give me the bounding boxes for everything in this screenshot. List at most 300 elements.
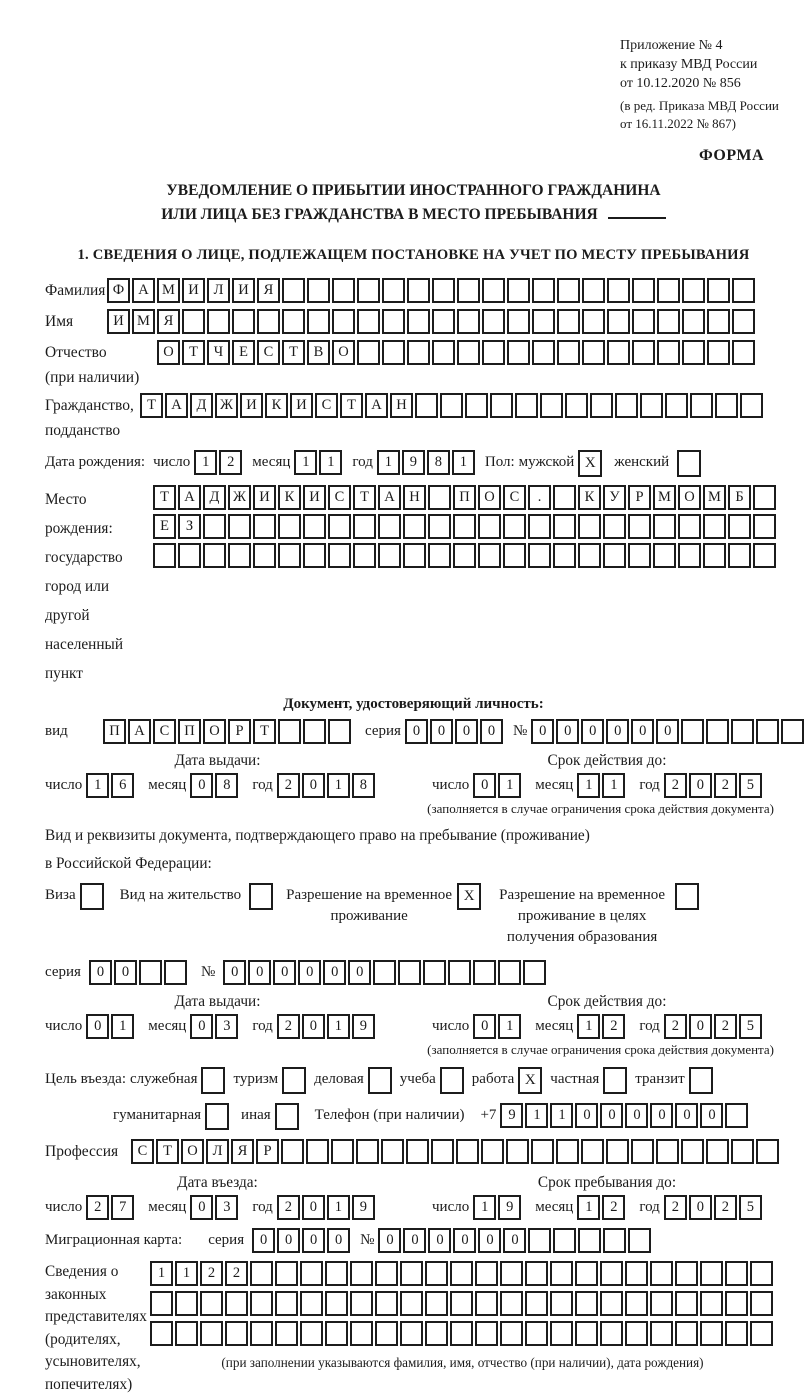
- char-box[interactable]: [353, 543, 376, 568]
- char-box[interactable]: [607, 278, 630, 303]
- char-box[interactable]: 0: [600, 1103, 623, 1128]
- char-box[interactable]: [603, 514, 626, 539]
- char-box[interactable]: [582, 309, 605, 334]
- char-box[interactable]: [703, 514, 726, 539]
- char-box[interactable]: [278, 719, 301, 744]
- char-box[interactable]: [678, 514, 701, 539]
- char-box[interactable]: 2: [714, 1195, 737, 1220]
- char-box[interactable]: А: [165, 393, 188, 418]
- char-box[interactable]: 0: [453, 1228, 476, 1253]
- char-box[interactable]: [253, 514, 276, 539]
- char-box[interactable]: 1: [498, 1014, 521, 1039]
- char-box[interactable]: [300, 1261, 323, 1286]
- char-box[interactable]: [650, 1291, 673, 1316]
- char-box[interactable]: 0: [190, 773, 213, 798]
- char-box[interactable]: 5: [739, 1195, 762, 1220]
- char-box[interactable]: 2: [277, 773, 300, 798]
- char-box[interactable]: Т: [253, 719, 276, 744]
- char-box[interactable]: [631, 1139, 654, 1164]
- char-box[interactable]: 2: [86, 1195, 109, 1220]
- char-box[interactable]: 9: [500, 1103, 523, 1128]
- char-box[interactable]: Р: [628, 485, 651, 510]
- char-box[interactable]: 1: [377, 450, 400, 475]
- char-box[interactable]: [753, 514, 776, 539]
- char-box[interactable]: [781, 719, 804, 744]
- char-box[interactable]: Р: [228, 719, 251, 744]
- char-box[interactable]: [753, 543, 776, 568]
- char-box[interactable]: Л: [207, 278, 230, 303]
- char-box[interactable]: [407, 340, 430, 365]
- char-box[interactable]: 2: [219, 450, 242, 475]
- char-box[interactable]: [303, 543, 326, 568]
- char-box[interactable]: [300, 1291, 323, 1316]
- char-box[interactable]: 9: [402, 450, 425, 475]
- char-box[interactable]: [203, 514, 226, 539]
- char-box[interactable]: [628, 514, 651, 539]
- char-box[interactable]: 1: [327, 1195, 350, 1220]
- char-box[interactable]: [553, 514, 576, 539]
- char-box[interactable]: [425, 1261, 448, 1286]
- char-box[interactable]: [728, 543, 751, 568]
- char-box[interactable]: [678, 543, 701, 568]
- char-box[interactable]: [725, 1291, 748, 1316]
- char-box[interactable]: [175, 1321, 198, 1346]
- char-box[interactable]: 2: [277, 1195, 300, 1220]
- purpose-business-checkbox[interactable]: [368, 1067, 392, 1094]
- char-box[interactable]: И: [253, 485, 276, 510]
- char-box[interactable]: О: [203, 719, 226, 744]
- char-box[interactable]: [478, 543, 501, 568]
- char-box[interactable]: [582, 278, 605, 303]
- char-box[interactable]: [707, 340, 730, 365]
- char-box[interactable]: [682, 340, 705, 365]
- char-box[interactable]: [450, 1321, 473, 1346]
- char-box[interactable]: [373, 960, 396, 985]
- char-box[interactable]: 1: [319, 450, 342, 475]
- char-box[interactable]: [706, 719, 729, 744]
- char-box[interactable]: [465, 393, 488, 418]
- char-box[interactable]: [328, 514, 351, 539]
- char-box[interactable]: 1: [577, 1195, 600, 1220]
- char-box[interactable]: Т: [140, 393, 163, 418]
- char-box[interactable]: 1: [577, 1014, 600, 1039]
- char-box[interactable]: [150, 1291, 173, 1316]
- char-box[interactable]: 2: [200, 1261, 223, 1286]
- char-box[interactable]: Ж: [228, 485, 251, 510]
- char-box[interactable]: П: [103, 719, 126, 744]
- char-box[interactable]: 0: [190, 1014, 213, 1039]
- char-box[interactable]: [478, 514, 501, 539]
- char-box[interactable]: [731, 719, 754, 744]
- char-box[interactable]: Е: [153, 514, 176, 539]
- char-box[interactable]: 3: [215, 1014, 238, 1039]
- char-box[interactable]: М: [157, 278, 180, 303]
- char-box[interactable]: [328, 543, 351, 568]
- char-box[interactable]: 0: [86, 1014, 109, 1039]
- char-box[interactable]: 5: [739, 1014, 762, 1039]
- char-box[interactable]: 0: [625, 1103, 648, 1128]
- char-box[interactable]: [300, 1321, 323, 1346]
- char-box[interactable]: [528, 1228, 551, 1253]
- char-box[interactable]: 8: [352, 773, 375, 798]
- char-box[interactable]: [375, 1261, 398, 1286]
- char-box[interactable]: И: [303, 485, 326, 510]
- char-box[interactable]: [381, 1139, 404, 1164]
- char-box[interactable]: 6: [111, 773, 134, 798]
- char-box[interactable]: [275, 1291, 298, 1316]
- char-box[interactable]: [675, 1291, 698, 1316]
- char-box[interactable]: А: [132, 278, 155, 303]
- char-box[interactable]: [600, 1291, 623, 1316]
- char-box[interactable]: Р: [256, 1139, 279, 1164]
- char-box[interactable]: [400, 1291, 423, 1316]
- char-box[interactable]: 0: [606, 719, 629, 744]
- char-box[interactable]: [457, 278, 480, 303]
- char-box[interactable]: И: [290, 393, 313, 418]
- char-box[interactable]: [675, 1261, 698, 1286]
- char-box[interactable]: М: [703, 485, 726, 510]
- char-box[interactable]: [482, 278, 505, 303]
- char-box[interactable]: [532, 309, 555, 334]
- char-box[interactable]: 0: [650, 1103, 673, 1128]
- char-box[interactable]: И: [240, 393, 263, 418]
- char-box[interactable]: [457, 309, 480, 334]
- char-box[interactable]: 5: [739, 773, 762, 798]
- purpose-transit-checkbox[interactable]: [689, 1067, 713, 1094]
- char-box[interactable]: [306, 1139, 329, 1164]
- char-box[interactable]: 2: [225, 1261, 248, 1286]
- char-box[interactable]: 2: [664, 1014, 687, 1039]
- residence-permit-checkbox[interactable]: [249, 883, 273, 910]
- char-box[interactable]: [582, 340, 605, 365]
- char-box[interactable]: [200, 1291, 223, 1316]
- char-box[interactable]: [600, 1261, 623, 1286]
- char-box[interactable]: О: [332, 340, 355, 365]
- char-box[interactable]: [575, 1321, 598, 1346]
- char-box[interactable]: С: [257, 340, 280, 365]
- char-box[interactable]: [448, 960, 471, 985]
- char-box[interactable]: 1: [550, 1103, 573, 1128]
- char-box[interactable]: 0: [575, 1103, 598, 1128]
- char-box[interactable]: [632, 278, 655, 303]
- char-box[interactable]: [182, 309, 205, 334]
- char-box[interactable]: [378, 514, 401, 539]
- char-box[interactable]: [603, 1228, 626, 1253]
- char-box[interactable]: [375, 1291, 398, 1316]
- char-box[interactable]: 0: [348, 960, 371, 985]
- char-box[interactable]: [690, 393, 713, 418]
- char-box[interactable]: [250, 1321, 273, 1346]
- char-box[interactable]: [482, 340, 505, 365]
- char-box[interactable]: [432, 340, 455, 365]
- char-box[interactable]: Т: [182, 340, 205, 365]
- char-box[interactable]: [200, 1321, 223, 1346]
- char-box[interactable]: [481, 1139, 504, 1164]
- char-box[interactable]: 2: [714, 1014, 737, 1039]
- char-box[interactable]: 2: [277, 1014, 300, 1039]
- temp-residence-education-checkbox[interactable]: [675, 883, 699, 910]
- char-box[interactable]: К: [278, 485, 301, 510]
- char-box[interactable]: [578, 514, 601, 539]
- char-box[interactable]: [628, 1228, 651, 1253]
- char-box[interactable]: [553, 543, 576, 568]
- char-box[interactable]: [725, 1261, 748, 1286]
- char-box[interactable]: А: [178, 485, 201, 510]
- char-box[interactable]: [428, 543, 451, 568]
- char-box[interactable]: [557, 278, 580, 303]
- char-box[interactable]: [707, 278, 730, 303]
- char-box[interactable]: [507, 309, 530, 334]
- char-box[interactable]: [453, 543, 476, 568]
- char-box[interactable]: 0: [631, 719, 654, 744]
- char-box[interactable]: [550, 1291, 573, 1316]
- char-box[interactable]: [275, 1321, 298, 1346]
- char-box[interactable]: [503, 543, 526, 568]
- char-box[interactable]: [400, 1321, 423, 1346]
- char-box[interactable]: [207, 309, 230, 334]
- char-box[interactable]: А: [378, 485, 401, 510]
- char-box[interactable]: [557, 309, 580, 334]
- char-box[interactable]: О: [478, 485, 501, 510]
- char-box[interactable]: [382, 278, 405, 303]
- char-box[interactable]: Ф: [107, 278, 130, 303]
- char-box[interactable]: [700, 1261, 723, 1286]
- char-box[interactable]: 0: [302, 773, 325, 798]
- char-box[interactable]: [328, 719, 351, 744]
- char-box[interactable]: 2: [714, 773, 737, 798]
- char-box[interactable]: Д: [190, 393, 213, 418]
- char-box[interactable]: О: [157, 340, 180, 365]
- char-box[interactable]: [531, 1139, 554, 1164]
- char-box[interactable]: [164, 960, 187, 985]
- char-box[interactable]: [378, 543, 401, 568]
- char-box[interactable]: [225, 1291, 248, 1316]
- char-box[interactable]: .: [528, 485, 551, 510]
- char-box[interactable]: [475, 1321, 498, 1346]
- char-box[interactable]: П: [453, 485, 476, 510]
- char-box[interactable]: [507, 278, 530, 303]
- char-box[interactable]: [253, 543, 276, 568]
- char-box[interactable]: [407, 278, 430, 303]
- char-box[interactable]: Т: [282, 340, 305, 365]
- char-box[interactable]: 0: [531, 719, 554, 744]
- char-box[interactable]: 1: [577, 773, 600, 798]
- char-box[interactable]: [707, 309, 730, 334]
- char-box[interactable]: [657, 340, 680, 365]
- char-box[interactable]: [750, 1261, 773, 1286]
- char-box[interactable]: 0: [428, 1228, 451, 1253]
- char-box[interactable]: [528, 543, 551, 568]
- char-box[interactable]: 0: [581, 719, 604, 744]
- char-box[interactable]: [525, 1291, 548, 1316]
- char-box[interactable]: 0: [675, 1103, 698, 1128]
- char-box[interactable]: [225, 1321, 248, 1346]
- char-box[interactable]: [653, 543, 676, 568]
- char-box[interactable]: [606, 1139, 629, 1164]
- char-box[interactable]: 0: [302, 1228, 325, 1253]
- char-box[interactable]: [657, 309, 680, 334]
- char-box[interactable]: [632, 309, 655, 334]
- char-box[interactable]: П: [178, 719, 201, 744]
- char-box[interactable]: 0: [405, 719, 428, 744]
- char-box[interactable]: [500, 1291, 523, 1316]
- char-box[interactable]: [725, 1321, 748, 1346]
- char-box[interactable]: [332, 309, 355, 334]
- char-box[interactable]: Т: [353, 485, 376, 510]
- char-box[interactable]: [525, 1321, 548, 1346]
- char-box[interactable]: [473, 960, 496, 985]
- char-box[interactable]: [178, 543, 201, 568]
- char-box[interactable]: 0: [689, 1195, 712, 1220]
- char-box[interactable]: [553, 485, 576, 510]
- char-box[interactable]: 0: [473, 773, 496, 798]
- char-box[interactable]: 0: [223, 960, 246, 985]
- char-box[interactable]: 2: [602, 1014, 625, 1039]
- char-box[interactable]: [625, 1261, 648, 1286]
- char-box[interactable]: Е: [232, 340, 255, 365]
- char-box[interactable]: [728, 514, 751, 539]
- char-box[interactable]: [331, 1139, 354, 1164]
- char-box[interactable]: [382, 340, 405, 365]
- temp-residence-checkbox[interactable]: X: [457, 883, 481, 910]
- char-box[interactable]: А: [365, 393, 388, 418]
- char-box[interactable]: [503, 514, 526, 539]
- char-box[interactable]: [615, 393, 638, 418]
- char-box[interactable]: 0: [277, 1228, 300, 1253]
- char-box[interactable]: 0: [430, 719, 453, 744]
- char-box[interactable]: Я: [231, 1139, 254, 1164]
- char-box[interactable]: М: [132, 309, 155, 334]
- char-box[interactable]: [578, 543, 601, 568]
- purpose-tourism-checkbox[interactable]: [282, 1067, 306, 1094]
- char-box[interactable]: 0: [302, 1195, 325, 1220]
- char-box[interactable]: 9: [498, 1195, 521, 1220]
- char-box[interactable]: [525, 1261, 548, 1286]
- char-box[interactable]: [406, 1139, 429, 1164]
- char-box[interactable]: [650, 1321, 673, 1346]
- char-box[interactable]: [475, 1261, 498, 1286]
- char-box[interactable]: [232, 309, 255, 334]
- char-box[interactable]: [490, 393, 513, 418]
- char-box[interactable]: К: [578, 485, 601, 510]
- char-box[interactable]: [275, 1261, 298, 1286]
- char-box[interactable]: 9: [352, 1014, 375, 1039]
- purpose-work-checkbox[interactable]: X: [518, 1067, 542, 1094]
- char-box[interactable]: [332, 278, 355, 303]
- char-box[interactable]: 1: [111, 1014, 134, 1039]
- char-box[interactable]: Д: [203, 485, 226, 510]
- char-box[interactable]: [681, 1139, 704, 1164]
- char-box[interactable]: Я: [157, 309, 180, 334]
- char-box[interactable]: [656, 1139, 679, 1164]
- male-checkbox[interactable]: X: [578, 450, 602, 477]
- char-box[interactable]: [665, 393, 688, 418]
- char-box[interactable]: [475, 1291, 498, 1316]
- char-box[interactable]: 1: [175, 1261, 198, 1286]
- char-box[interactable]: [282, 309, 305, 334]
- char-box[interactable]: [303, 514, 326, 539]
- char-box[interactable]: [528, 514, 551, 539]
- char-box[interactable]: [681, 719, 704, 744]
- char-box[interactable]: [428, 485, 451, 510]
- char-box[interactable]: Н: [390, 393, 413, 418]
- char-box[interactable]: [153, 543, 176, 568]
- char-box[interactable]: А: [128, 719, 151, 744]
- char-box[interactable]: Ч: [207, 340, 230, 365]
- char-box[interactable]: 0: [89, 960, 112, 985]
- char-box[interactable]: [203, 543, 226, 568]
- char-box[interactable]: [500, 1261, 523, 1286]
- purpose-study-checkbox[interactable]: [440, 1067, 464, 1094]
- char-box[interactable]: 0: [190, 1195, 213, 1220]
- char-box[interactable]: 0: [473, 1014, 496, 1039]
- char-box[interactable]: 1: [327, 773, 350, 798]
- purpose-official-checkbox[interactable]: [201, 1067, 225, 1094]
- char-box[interactable]: [403, 514, 426, 539]
- char-box[interactable]: Т: [156, 1139, 179, 1164]
- char-box[interactable]: С: [503, 485, 526, 510]
- char-box[interactable]: [750, 1321, 773, 1346]
- char-box[interactable]: [307, 309, 330, 334]
- char-box[interactable]: У: [603, 485, 626, 510]
- char-box[interactable]: [657, 278, 680, 303]
- char-box[interactable]: [139, 960, 162, 985]
- char-box[interactable]: Н: [403, 485, 426, 510]
- char-box[interactable]: [431, 1139, 454, 1164]
- char-box[interactable]: [653, 514, 676, 539]
- char-box[interactable]: 1: [150, 1261, 173, 1286]
- char-box[interactable]: Т: [340, 393, 363, 418]
- char-box[interactable]: [375, 1321, 398, 1346]
- char-box[interactable]: М: [653, 485, 676, 510]
- char-box[interactable]: [425, 1321, 448, 1346]
- char-box[interactable]: 1: [327, 1014, 350, 1039]
- char-box[interactable]: 9: [352, 1195, 375, 1220]
- char-box[interactable]: 0: [252, 1228, 275, 1253]
- char-box[interactable]: 1: [602, 773, 625, 798]
- char-box[interactable]: 0: [503, 1228, 526, 1253]
- char-box[interactable]: [353, 514, 376, 539]
- purpose-other-checkbox[interactable]: [275, 1103, 299, 1130]
- char-box[interactable]: [715, 393, 738, 418]
- char-box[interactable]: 2: [664, 773, 687, 798]
- char-box[interactable]: В: [307, 340, 330, 365]
- char-box[interactable]: З: [178, 514, 201, 539]
- char-box[interactable]: 0: [455, 719, 478, 744]
- char-box[interactable]: 0: [556, 719, 579, 744]
- char-box[interactable]: [350, 1261, 373, 1286]
- char-box[interactable]: [325, 1261, 348, 1286]
- char-box[interactable]: [457, 340, 480, 365]
- char-box[interactable]: [450, 1291, 473, 1316]
- char-box[interactable]: [607, 340, 630, 365]
- char-box[interactable]: [740, 393, 763, 418]
- char-box[interactable]: 0: [480, 719, 503, 744]
- char-box[interactable]: [753, 485, 776, 510]
- char-box[interactable]: О: [181, 1139, 204, 1164]
- char-box[interactable]: 7: [111, 1195, 134, 1220]
- char-box[interactable]: [350, 1291, 373, 1316]
- char-box[interactable]: [682, 309, 705, 334]
- char-box[interactable]: О: [678, 485, 701, 510]
- char-box[interactable]: 1: [194, 450, 217, 475]
- char-box[interactable]: [400, 1261, 423, 1286]
- char-box[interactable]: [700, 1291, 723, 1316]
- char-box[interactable]: [756, 719, 779, 744]
- char-box[interactable]: [640, 393, 663, 418]
- char-box[interactable]: [590, 393, 613, 418]
- char-box[interactable]: 0: [327, 1228, 350, 1253]
